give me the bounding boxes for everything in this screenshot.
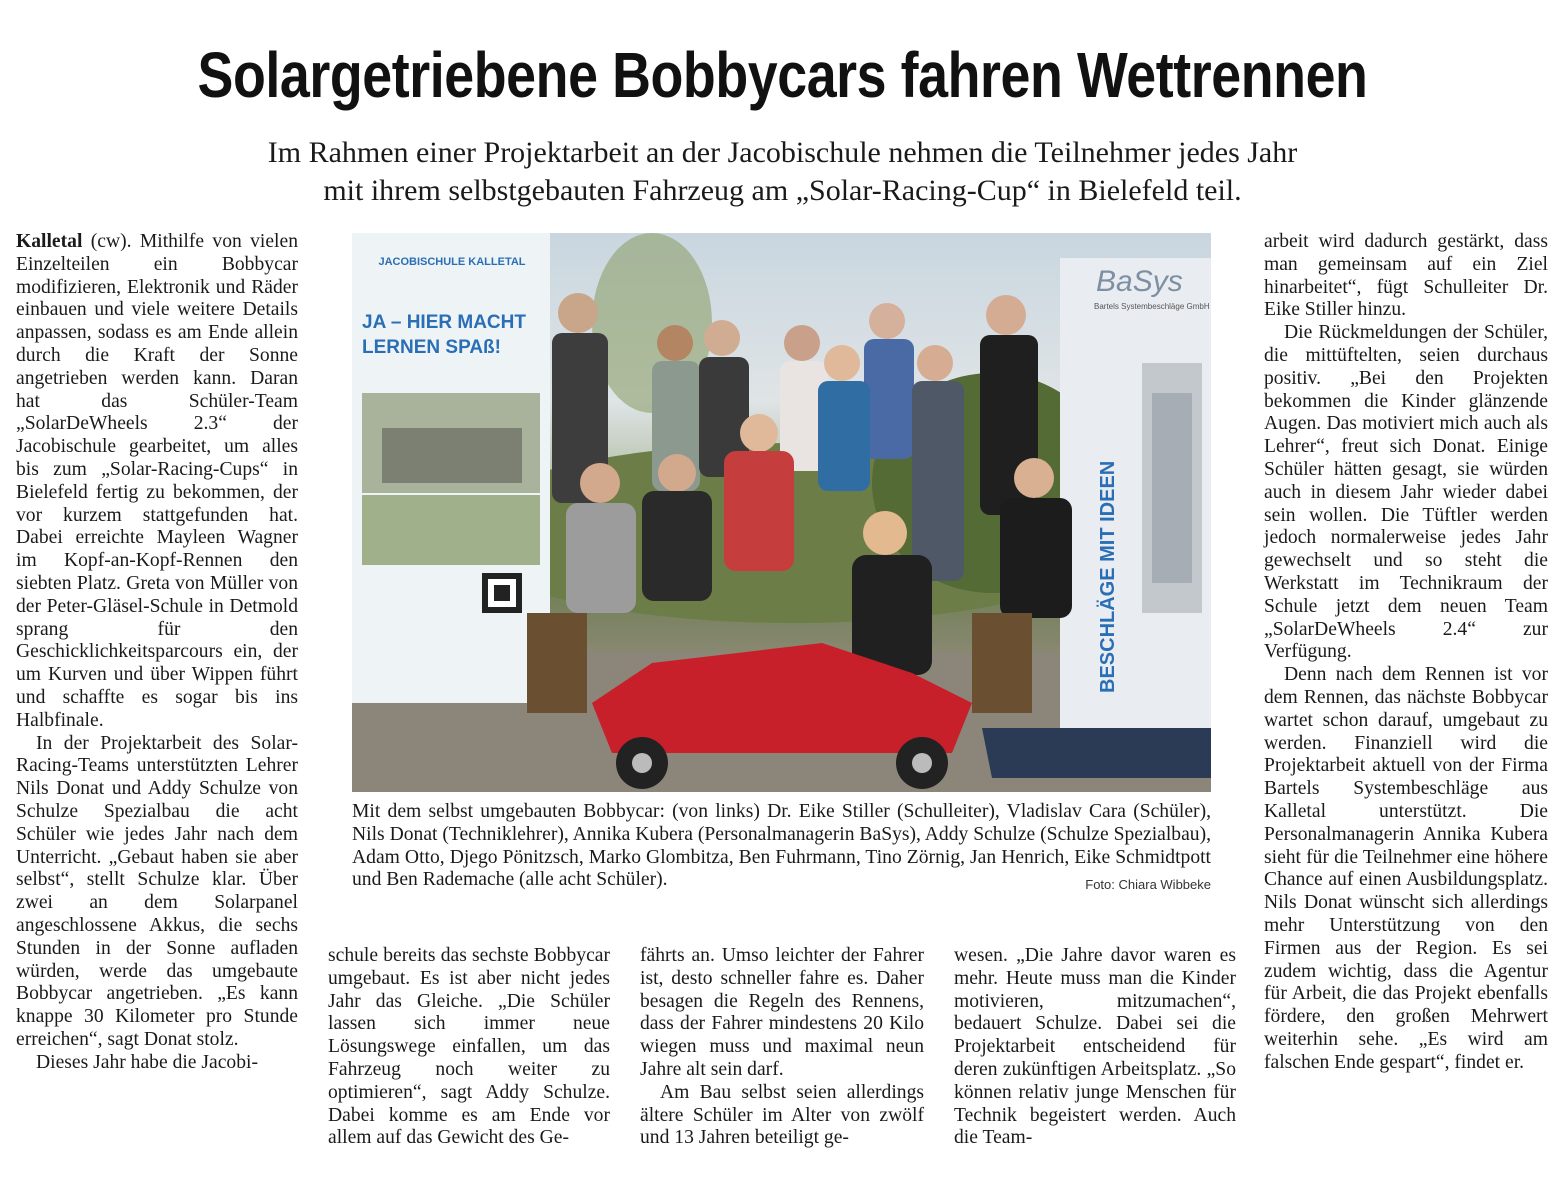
- photo-illustration: [352, 233, 1211, 792]
- basys-slogan: BESCHLÄGE MIT IDEEN: [1097, 460, 1119, 693]
- article-column-2: [328, 945, 610, 1150]
- school-logo: JACOBISCHULE KALLETAL: [378, 256, 526, 268]
- photo-credit: Foto: Chiara Wibbeke: [1085, 877, 1211, 893]
- banner-slogan-1: JA – HIER MACHT: [362, 312, 526, 333]
- solar-panel-icon: [982, 728, 1211, 778]
- paragraph-9: Die Rückmeldungen der Schüler, die mittüftelten, seien durchaus positiv. „Bei den Projekten bekommen die Kinder glänzende Augen. Das motiviert mich auch als Lehrer“, freut sich Donat. Einige Schüler hätten gesagt, sie würden auch in diesem Jahr wieder dabei sein wollen. Die Tüftler werden jedoch normalerweise jedes Jahr gewechselt und so steht die Werkstatt im Technikraum der Schule jetzt dem neuen Team „SolarDeWheels 2.4“ zur Verfügung.: [1264, 322, 1548, 663]
- article-column-5: [1264, 231, 1548, 1074]
- group-photo: [352, 233, 1211, 792]
- paragraph-8: arbeit wird dadurch gestärkt, dass man gemeinsam auf ein Ziel hinarbeitet“, fügt Schulleiter Dr. Eike Stiller hinzu.: [1264, 231, 1548, 321]
- paragraph-3: Dieses Jahr habe die Jacobi-: [36, 1051, 258, 1073]
- paragraph-5: fährts an. Umso leichter der Fahrer ist, desto schneller fahre es. Daher besagen die Regeln des Rennens, dass der Fahrer mindestens 20 Kilo wiegen muss und maximal neun Jahre alt sein darf.: [640, 945, 924, 1080]
- article-column-4: [954, 945, 1236, 1150]
- caption-text: Mit dem selbst umgebauten Bobbycar: (von links) Dr. Eike Stiller (Schulleiter), Vladislav Cara (Schüler), Nils Donat (Techniklehrer), Annika Kubera (Personalmanagerin BaSys), Addy Schulze (Schulze Spezialbau), Adam Otto, Djego Pönitzsch, Marko Glombitza, Ben Fuhrmann, Tino Zörnig, Jan Henrich, Eike Schmidtpott und Ben Rademache (alle acht Schüler).: [352, 801, 1211, 891]
- paragraph-10: Denn nach dem Rennen ist vor dem Rennen, das nächste Bobbycar wartet schon darauf, umgebaut zu werden. Finanziell wird die Projektarbeit aktuell von der Firma Bartels Systembeschläge aus Kalletal unterstützt. Die Personalmanagerin Annika Kubera sieht für die Teilnehmer eine höhere Chance auf einen Ausbildungsplatz. Nils Donat wünscht sich allerdings mehr Unterstützung von den Firmen aus der Region. Es sei zudem wichtig, dass die Agentur für Arbeit, die das Projekt ebenfalls fördere, den großen Mehrwert weiterhin sehe. „Es wird am falschen Ende gespart“, findet er.: [1264, 664, 1548, 1073]
- paragraph-2: In der Projektarbeit des Solar-Racing-Teams unterstützten Lehrer Nils Donat und Addy Schulze von Schulze Spezialbau die acht Schüler wie jedes Jahr nach dem Unterricht. „Gebaut haben sie aber selbst“, stellt Schulze klar. Über zwei an dem Solarpanel angeschlossene Akkus, die sechs Stunden in der Sonne aufladen würden, werde das umgebaute Bobbycar angetrieben. „Es kann knappe 30 Kilometer pro Stunde erreichen“, sagt Donat stolz.: [16, 732, 298, 1050]
- paragraph-6: Am Bau selbst seien allerdings ältere Schüler im Alter von zwölf und 13 Jahren beteiligt ge-: [640, 1081, 924, 1149]
- subhead-line-2: mit ihrem selbstgebauten Fahrzeug am „Solar-Racing-Cup“ in Bielefeld teil.: [323, 174, 1242, 207]
- basys-sub: Bartels Systembeschläge GmbH: [1094, 302, 1210, 311]
- article-column-1: [16, 231, 298, 1074]
- photo-caption: [352, 801, 1211, 897]
- basys-logo: BaSys: [1096, 265, 1183, 298]
- subhead-line-1: Im Rahmen einer Projektarbeit an der Jacobischule nehmen die Teilnehmer jedes Jahr: [267, 136, 1298, 169]
- banner-slogan-2: LERNEN SPAß!: [362, 337, 501, 358]
- paragraph-4: schule bereits das sechste Bobbycar umgebaut. Es ist aber nicht jedes Jahr das Gleiche. „Die Schüler lassen sich immer neue Lösungswege einfallen, um das Fahrzeug noch weiter zu optimieren“, sagt Addy Schulze. Dabei komme es am Ende vor allem auf das Gewicht des Ge-: [328, 945, 610, 1149]
- basys-banner: [1060, 258, 1211, 728]
- article-column-3: [640, 945, 924, 1150]
- paragraph-7: wesen. „Die Jahre davor waren es mehr. Heute muss man die Kinder motivieren, mitzumachen“, bedauert Schulze. Dabei sei die Projektarbeit entscheidend für deren zukünftigen Arbeitsplatz. „So können relativ junge Menschen für Technik begeistert werden. Auch die Team-: [954, 945, 1236, 1149]
- paragraph-1: (cw). Mithilfe von vielen Einzelteilen ein Bobbycar modifizieren, Elektronik und Räder einbauen und viele weitere Details anpassen, sodass es am Ende allein durch die Kraft der Sonne angetrieben werden kann. Daran hat das Schüler-Team „SolarDeWheels 2.3“ der Jacobischule gearbeitet, um alles bis zum „Solar-Racing-Cups“ in Bielefeld fertig zu bekommen, der vor kurzem stattgefunden hat. Dabei erreichte Mayleen Wagner im Kopf-an-Kopf-Rennen den siebten Platz. Greta von Müller von der Peter-Gläsel-Schule in Detmold sprang für den Geschicklichkeitsparcours ein, der um Kurven und über Wippen führt und schaffte es sogar bis ins Halbfinale.: [16, 231, 298, 731]
- dateline: Kalletal: [16, 231, 83, 252]
- headline: Solargetriebene Bobbycars fahren Wettrennen: [197, 39, 1368, 111]
- subheadline: [100, 134, 1465, 210]
- school-banner: [352, 233, 550, 703]
